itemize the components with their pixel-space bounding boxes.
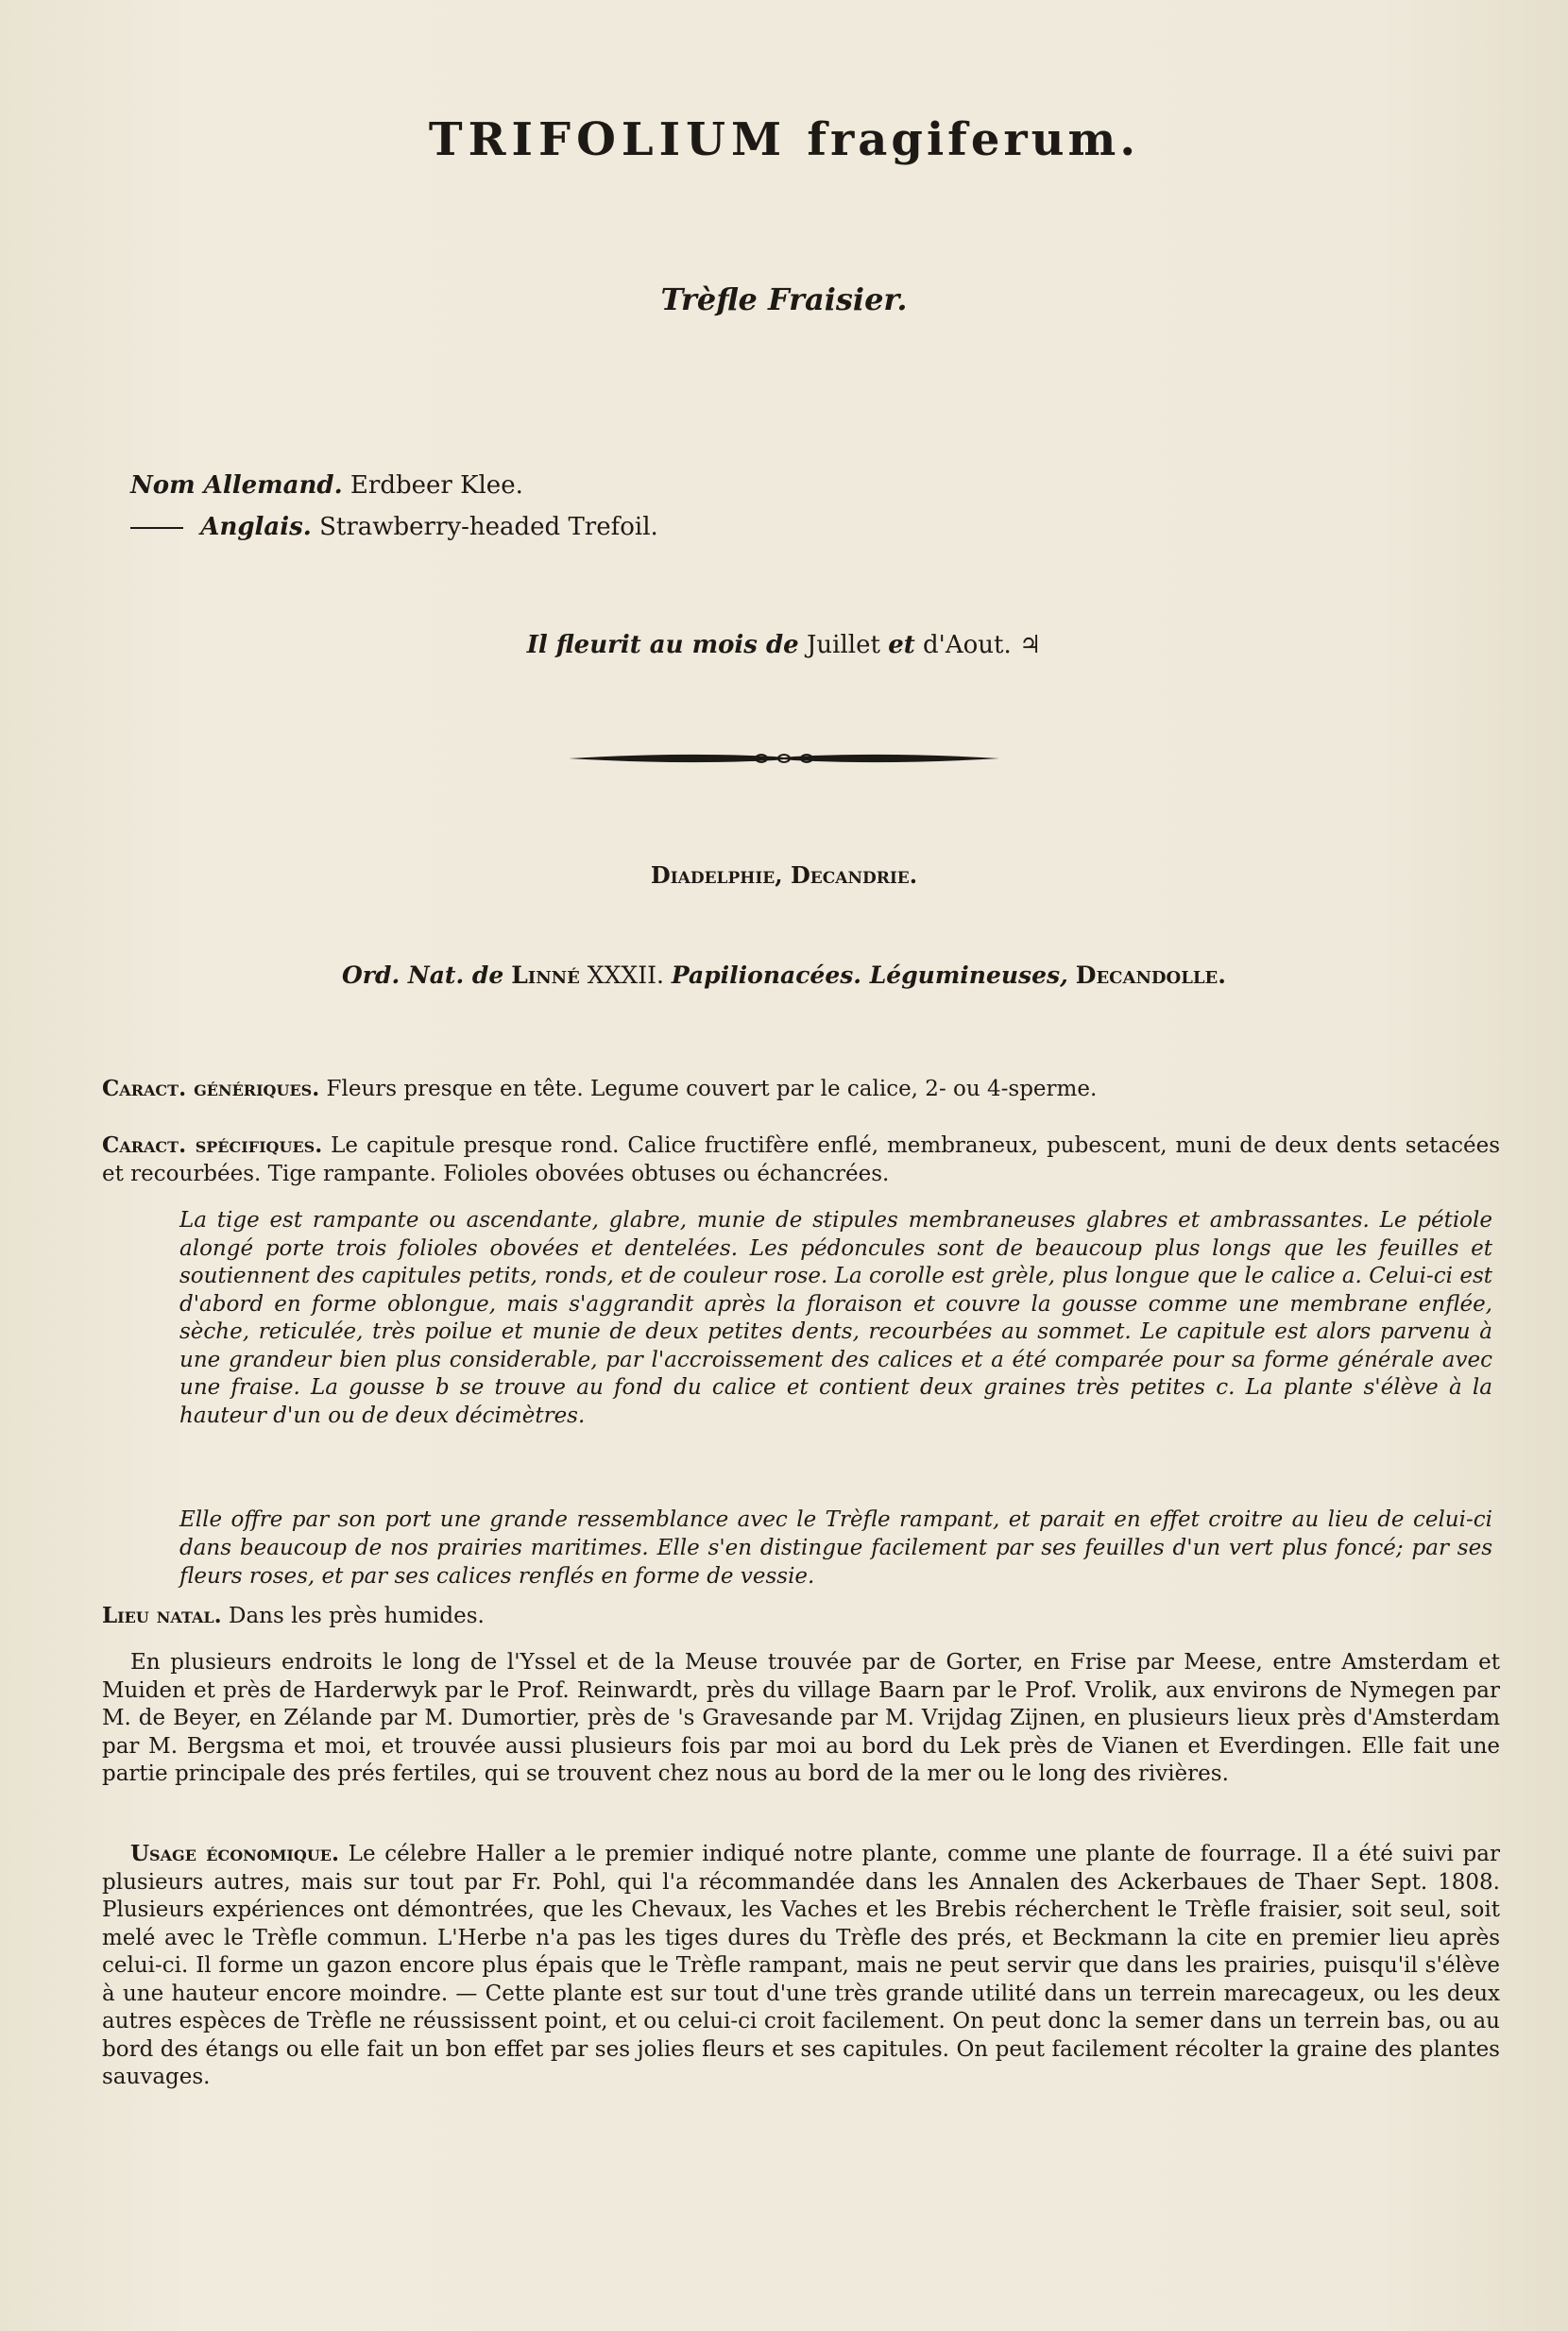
natural-order: [0, 961, 1568, 989]
classification: Diadelphie, Decandrie.: [650, 861, 918, 889]
name-english-value: Strawberry-headed Trefoil.: [319, 513, 658, 541]
ditto-dash: [130, 527, 183, 529]
ordnat-author: Decandolle.: [1075, 961, 1226, 989]
flowering-month: Juillet: [806, 631, 880, 659]
flowering-line: [0, 631, 1568, 659]
localities-paragraph: En plusieurs endroits le long de l'Yssel et de la Meuse trouvée par de Gorter, en Frise par Meese, entre Amsterdam et Muiden et près de Harderwyk par le Prof. Reinwardt, près du village Baarn par le Prof. Vrolik, aux environs de Nymegen par M. de Beyer, en Zélande par M. Dumortier, près de 's Gravesande par M. Vrijdag Zijnen, en plusieurs lieux près d'Amsterdam par M. Bergsma et moi, et trouvée aussi plusieurs fois par moi au bord du Lek près de Vianen et Everdingen. Elle fait une partie principale des prés fertiles, qui se trouvent chez nous au bord de la mer ou le long des rivières.: [102, 1650, 1500, 1786]
ornament-divider: [567, 746, 1001, 771]
perennial-symbol: ♃: [1018, 631, 1042, 659]
habitat-text: Dans les près humides.: [229, 1604, 485, 1628]
generic-text: Fleurs presque en tête. Legume couvert par le calice, 2- ou 4-sperme.: [326, 1077, 1098, 1101]
ordnat-families: Papilionacées. Légumineuses,: [671, 961, 1068, 989]
ordnat-linne: Linné: [511, 961, 580, 989]
habitat-label: Lieu natal.: [102, 1603, 222, 1628]
ordnat-label: Ord. Nat. de: [342, 961, 504, 989]
name-german: [130, 465, 658, 506]
ordnat-num: XXXII.: [587, 961, 664, 989]
title-species: fragiferum.: [807, 113, 1140, 166]
usage-text: Le célebre Haller a le premier indiqué notre plante, comme une plante de fourrage. Il a été suivi par plusieurs autres, mais sur tout par Fr. Pohl, qui l'a récommandée dans les Annalen des Ackerbaues de Thaer Sept. 1808. Plusieurs expériences ont démontrées, que les Chevaux, les Vaches et les Brebis récherchent le Trèfle fraisier, soit seul, soit melé avec le Trèfle commun. L'Herbe n'a pas les tiges dures du Trèfle des prés, et Beckmann la cite en premier lieu après celui-ci. Il forme un gazon encore plus épais que le Trèfle rampant, mais ne peut servir que dans les prairies, puisqu'il s'élève à une hauteur encore moindre. — Cette plante est sur tout d'une très grande utilité dans un terrein marecageux, ou les deux autres espèces de Trèfle ne réussissent point, et ou celui-ci croit facilement. On peut donc la semer dans un terrein bas, ou au bord des étangs ou elle fait un bon effet par ses jolies fleurs et ses capitules. On peut facilement récolter la graine des plantes sauvages.: [102, 1842, 1500, 2089]
flowering-text: Il fleurit au mois de: [526, 631, 799, 659]
specific-label: Caract. spécifiques.: [102, 1132, 323, 1158]
name-german-label: Nom Allemand.: [130, 471, 343, 500]
generic-label: Caract. génériques.: [102, 1076, 320, 1101]
page-title: [0, 113, 1568, 166]
flowering-conj: et: [888, 631, 915, 659]
description-paragraph: La tige est rampante ou ascendante, glabre, munie de stipules membraneuses glabres et ambrassantes. Le pétiole alongé porte trois folioles obovées et dentelées. Les pédoncules sont de beaucoup plus longs que les feuilles et soutiennent des capitules petits, ronds, et de couleur rose. La corolle est grèle, plus longue que le calice a. Celui-ci est d'abord en forme oblongue, mais s'aggrandit après la floraison et couvre la gousse comme une membrane enflée, sèche, reticulée, très poilue et munie de deux petites dents, recourbées au sommet. Le capitule est alors parvenu à une grandeur bien plus considerable, par l'accroissement des calices et a été comparée pour sa forme générale avec une fraise. La gousse b se trouve au fond du calice et contient deux graines très petites c. La plante s'élève à la hauteur d'un ou de deux décimètres.: [179, 1208, 1492, 1428]
usage-label: Usage économique.: [130, 1841, 339, 1866]
generic-characters: [102, 1075, 1500, 1103]
specific-characters: [102, 1131, 1500, 1188]
common-names: [130, 465, 658, 548]
habitat: [102, 1602, 1500, 1630]
resemblance-paragraph: Elle offre par son port une grande ressemblance avec le Trèfle rampant, et parait en effet croitre au lieu de celui-ci dans beaucoup de nos prairies maritimes. Elle s'en distingue facilement par ses feuilles d'un vert plus foncé; par ses fleurs roses, et par ses calices renflés en forme de vessie.: [179, 1507, 1492, 1589]
name-german-value: Erdbeer Klee.: [349, 471, 523, 500]
usage-paragraph: [102, 1840, 1500, 2092]
specific-text: Le capitule presque rond. Calice fructifère enflé, membraneux, pubescent, muni de deux dents setacées et recourbées. Tige rampante. Folioles obovées obtuses ou échancrées.: [102, 1133, 1500, 1186]
name-english: [130, 506, 658, 548]
title-genus: TRIFOLIUM: [428, 113, 788, 166]
subtitle: Trèfle Fraisier.: [660, 281, 908, 317]
name-english-label: Anglais.: [200, 513, 312, 541]
flowering-month2: d'Aout.: [923, 631, 1012, 659]
